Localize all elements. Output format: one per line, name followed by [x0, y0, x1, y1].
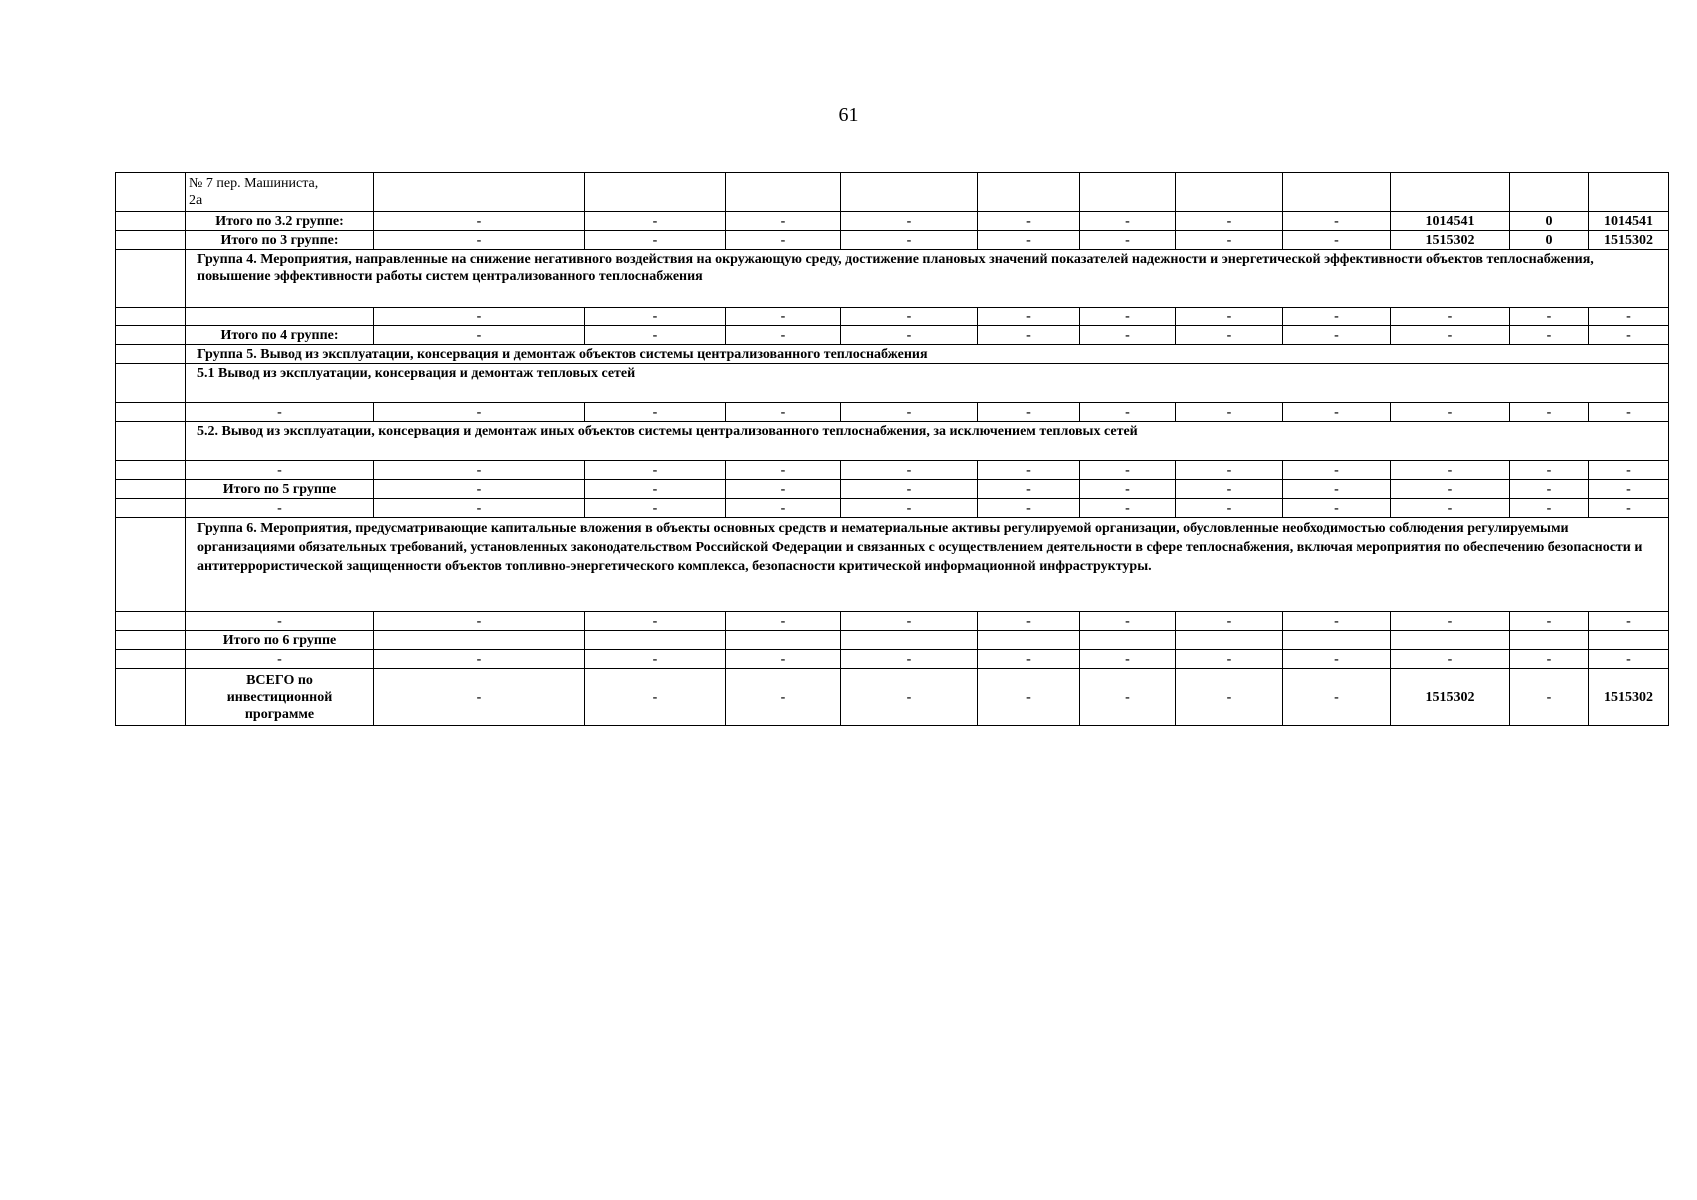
row-number-cell: [116, 403, 186, 422]
table-row-group-5-title: [116, 345, 1669, 364]
value-cell: 1515302: [1589, 231, 1669, 250]
value-cell: -: [978, 650, 1080, 669]
value-cell: -: [585, 612, 726, 631]
value-cell: -: [374, 669, 585, 726]
value-cell: -: [726, 669, 841, 726]
value-cell: -: [978, 308, 1080, 326]
value-cell: -: [726, 326, 841, 345]
group-6-title: Группа 6. Мероприятия, предусматривающие капитальные вложения в объекты основных средств и нематериальные активы регулируемой организации, обусловленные необходимостью соблюдения регулируемыми организациями обязательных требований, установленных законодательством Российской Федерации и связанных с осуществлением деятельности в сфере теплоснабжения, включая мероприятия по обеспечению безопасности и антитеррористической защищенности объектов топливно-энергетического комплекса, безопасности критической информационной инфраструктуры.: [186, 518, 1669, 612]
value-cell: -: [374, 461, 585, 480]
value-cell: -: [1283, 231, 1391, 250]
value-cell: -: [841, 231, 978, 250]
value-cell: -: [1391, 499, 1510, 518]
value-cell: -: [726, 612, 841, 631]
value-cell: -: [978, 612, 1080, 631]
value-cell: -: [1283, 480, 1391, 499]
value-cell: [1283, 173, 1391, 212]
value-cell: -: [841, 403, 978, 422]
value-cell: -: [978, 461, 1080, 480]
value-cell: -: [374, 326, 585, 345]
row-label: -: [186, 650, 374, 669]
value-cell: [374, 631, 585, 650]
table-row: [116, 499, 1669, 518]
value-cell: -: [841, 212, 978, 231]
grand-total-label-line: программе: [244, 706, 315, 722]
value-cell: -: [841, 480, 978, 499]
table-row: [116, 612, 1669, 631]
value-cell: -: [726, 499, 841, 518]
value-cell: -: [374, 480, 585, 499]
row-number-cell: [116, 518, 186, 612]
value-cell: -: [1510, 308, 1589, 326]
value-cell: -: [841, 461, 978, 480]
value-cell: -: [585, 231, 726, 250]
value-cell: -: [1080, 480, 1176, 499]
investment-program-table: [115, 172, 1669, 726]
value-cell: -: [978, 499, 1080, 518]
value-cell: -: [1510, 403, 1589, 422]
value-cell: -: [1589, 499, 1669, 518]
value-cell: -: [374, 403, 585, 422]
value-cell: -: [1391, 326, 1510, 345]
value-cell: [585, 631, 726, 650]
value-cell: -: [978, 326, 1080, 345]
value-cell: -: [841, 650, 978, 669]
table-row-subtotal-4: [116, 326, 1669, 345]
value-cell: -: [1283, 650, 1391, 669]
value-cell: -: [726, 231, 841, 250]
row-number-cell: [116, 499, 186, 518]
value-cell: [726, 173, 841, 212]
table-row-subtotal-3: [116, 231, 1669, 250]
table-row: [116, 650, 1669, 669]
row-label: Итого по 4 группе:: [186, 326, 374, 345]
value-cell: -: [841, 499, 978, 518]
row-label: -: [186, 461, 374, 480]
value-cell: [585, 173, 726, 212]
value-cell: -: [1589, 480, 1669, 499]
value-cell: -: [1283, 212, 1391, 231]
value-cell: -: [1510, 612, 1589, 631]
value-cell: 0: [1510, 231, 1589, 250]
value-cell: [978, 631, 1080, 650]
value-cell: -: [1283, 461, 1391, 480]
value-cell: -: [1080, 650, 1176, 669]
value-cell: [374, 173, 585, 212]
value-cell: -: [1391, 480, 1510, 499]
value-cell: -: [1176, 461, 1283, 480]
value-cell: -: [1283, 403, 1391, 422]
row-number-cell: [116, 326, 186, 345]
value-cell: [1080, 173, 1176, 212]
value-cell: 1515302: [1391, 669, 1510, 726]
value-cell: -: [1283, 326, 1391, 345]
table-row-subtotal-6: [116, 631, 1669, 650]
row-label: [186, 308, 374, 326]
table-row-grand-total: [116, 669, 1669, 726]
value-cell: -: [1080, 212, 1176, 231]
table-row-group-5-2-title: [116, 422, 1669, 461]
value-cell: -: [1391, 612, 1510, 631]
value-cell: -: [841, 326, 978, 345]
value-cell: -: [374, 499, 585, 518]
value-cell: -: [1391, 308, 1510, 326]
row-number-cell: [116, 212, 186, 231]
value-cell: -: [1510, 326, 1589, 345]
object-name-cell: [186, 173, 374, 212]
value-cell: -: [1080, 308, 1176, 326]
row-number-cell: [116, 669, 186, 726]
value-cell: -: [1391, 461, 1510, 480]
value-cell: -: [726, 461, 841, 480]
row-number-cell: [116, 173, 186, 212]
value-cell: -: [374, 612, 585, 631]
row-number-cell: [116, 308, 186, 326]
table-row-subtotal-3-2: [116, 212, 1669, 231]
value-cell: [978, 173, 1080, 212]
grand-total-label-line: ВСЕГО по: [246, 672, 313, 688]
value-cell: -: [978, 403, 1080, 422]
table-row-subtotal-5: [116, 480, 1669, 499]
value-cell: -: [841, 612, 978, 631]
value-cell: -: [841, 308, 978, 326]
value-cell: -: [1283, 612, 1391, 631]
value-cell: -: [1176, 612, 1283, 631]
value-cell: -: [1589, 403, 1669, 422]
row-label: Итого по 6 группе: [186, 631, 374, 650]
value-cell: -: [1283, 308, 1391, 326]
value-cell: -: [585, 326, 726, 345]
value-cell: -: [1080, 403, 1176, 422]
table-row-address: [116, 173, 1669, 212]
value-cell: -: [978, 480, 1080, 499]
value-cell: [1589, 631, 1669, 650]
value-cell: 1014541: [1589, 212, 1669, 231]
value-cell: -: [978, 212, 1080, 231]
table-row: [116, 461, 1669, 480]
value-cell: -: [1510, 650, 1589, 669]
value-cell: [1283, 631, 1391, 650]
value-cell: [1510, 173, 1589, 212]
table-row: [116, 308, 1669, 326]
value-cell: -: [726, 308, 841, 326]
value-cell: [1510, 631, 1589, 650]
value-cell: -: [978, 669, 1080, 726]
value-cell: -: [1176, 669, 1283, 726]
value-cell: -: [374, 308, 585, 326]
value-cell: -: [1176, 231, 1283, 250]
row-label: -: [186, 403, 374, 422]
value-cell: -: [1589, 461, 1669, 480]
row-label: -: [186, 499, 374, 518]
value-cell: -: [585, 461, 726, 480]
value-cell: 1515302: [1589, 669, 1669, 726]
value-cell: -: [1510, 499, 1589, 518]
table-row-group-6-title: [116, 518, 1669, 612]
value-cell: -: [1080, 499, 1176, 518]
page-number: 61: [838, 104, 859, 126]
value-cell: -: [726, 403, 841, 422]
value-cell: -: [978, 231, 1080, 250]
value-cell: -: [841, 669, 978, 726]
value-cell: 1014541: [1391, 212, 1510, 231]
row-label: Итого по 3.2 группе:: [186, 212, 374, 231]
value-cell: -: [585, 403, 726, 422]
value-cell: -: [1080, 231, 1176, 250]
value-cell: -: [1510, 669, 1589, 726]
value-cell: -: [1589, 326, 1669, 345]
row-label: Итого по 5 группе: [186, 480, 374, 499]
table-row-group-5-1-title: [116, 364, 1669, 403]
value-cell: -: [1510, 461, 1589, 480]
value-cell: -: [374, 212, 585, 231]
value-cell: [841, 173, 978, 212]
value-cell: -: [1176, 403, 1283, 422]
value-cell: -: [585, 480, 726, 499]
value-cell: -: [726, 480, 841, 499]
address-line: № 7 пер. Машиниста,: [189, 176, 319, 191]
row-number-cell: [116, 650, 186, 669]
value-cell: -: [726, 212, 841, 231]
row-label: [186, 669, 374, 726]
value-cell: -: [585, 669, 726, 726]
row-number-cell: [116, 231, 186, 250]
value-cell: [841, 631, 978, 650]
value-cell: -: [1176, 212, 1283, 231]
value-cell: -: [1080, 612, 1176, 631]
value-cell: -: [726, 650, 841, 669]
row-number-cell: [116, 461, 186, 480]
value-cell: -: [374, 650, 585, 669]
row-number-cell: [116, 480, 186, 499]
group-5-2-title: 5.2. Вывод из эксплуатации, консервация и демонтаж иных объектов системы централизованного теплоснабжения, за исключением тепловых сетей: [186, 422, 1669, 461]
value-cell: -: [585, 499, 726, 518]
row-label: Итого по 3 группе:: [186, 231, 374, 250]
value-cell: -: [1391, 403, 1510, 422]
value-cell: -: [1176, 499, 1283, 518]
grand-total-label-line: инвестиционной: [226, 689, 333, 705]
value-cell: -: [1589, 308, 1669, 326]
value-cell: -: [1589, 612, 1669, 631]
address-line: 2а: [189, 193, 203, 208]
value-cell: -: [374, 231, 585, 250]
value-cell: -: [1080, 669, 1176, 726]
row-number-cell: [116, 631, 186, 650]
row-number-cell: [116, 364, 186, 403]
table-row-group-4-title: [116, 250, 1669, 308]
row-number-cell: [116, 250, 186, 308]
value-cell: [1080, 631, 1176, 650]
group-5-1-title: 5.1 Вывод из эксплуатации, консервация и демонтаж тепловых сетей: [186, 364, 1669, 403]
value-cell: [1176, 631, 1283, 650]
value-cell: -: [585, 650, 726, 669]
value-cell: -: [1510, 480, 1589, 499]
value-cell: [726, 631, 841, 650]
value-cell: -: [1589, 650, 1669, 669]
value-cell: -: [1176, 480, 1283, 499]
value-cell: [1391, 173, 1510, 212]
value-cell: -: [1283, 499, 1391, 518]
value-cell: [1176, 173, 1283, 212]
row-number-cell: [116, 612, 186, 631]
group-4-title: Группа 4. Мероприятия, направленные на снижение негативного воздействия на окружающую среду, достижение плановых значений показателей надежности и энергетической эффективности объектов теплоснабжения, повышение эффективности работы систем централизованного теплоснабжения: [186, 250, 1669, 308]
value-cell: -: [1080, 326, 1176, 345]
row-number-cell: [116, 422, 186, 461]
value-cell: -: [1283, 669, 1391, 726]
value-cell: -: [585, 308, 726, 326]
value-cell: 0: [1510, 212, 1589, 231]
table-row: [116, 403, 1669, 422]
value-cell: -: [1176, 326, 1283, 345]
value-cell: -: [1176, 308, 1283, 326]
value-cell: 1515302: [1391, 231, 1510, 250]
value-cell: -: [1391, 650, 1510, 669]
value-cell: -: [1176, 650, 1283, 669]
group-5-title: Группа 5. Вывод из эксплуатации, консервация и демонтаж объектов системы централизованного теплоснабжения: [186, 345, 1669, 364]
value-cell: [1391, 631, 1510, 650]
row-number-cell: [116, 345, 186, 364]
row-label: -: [186, 612, 374, 631]
value-cell: [1589, 173, 1669, 212]
value-cell: -: [585, 212, 726, 231]
value-cell: -: [1080, 461, 1176, 480]
